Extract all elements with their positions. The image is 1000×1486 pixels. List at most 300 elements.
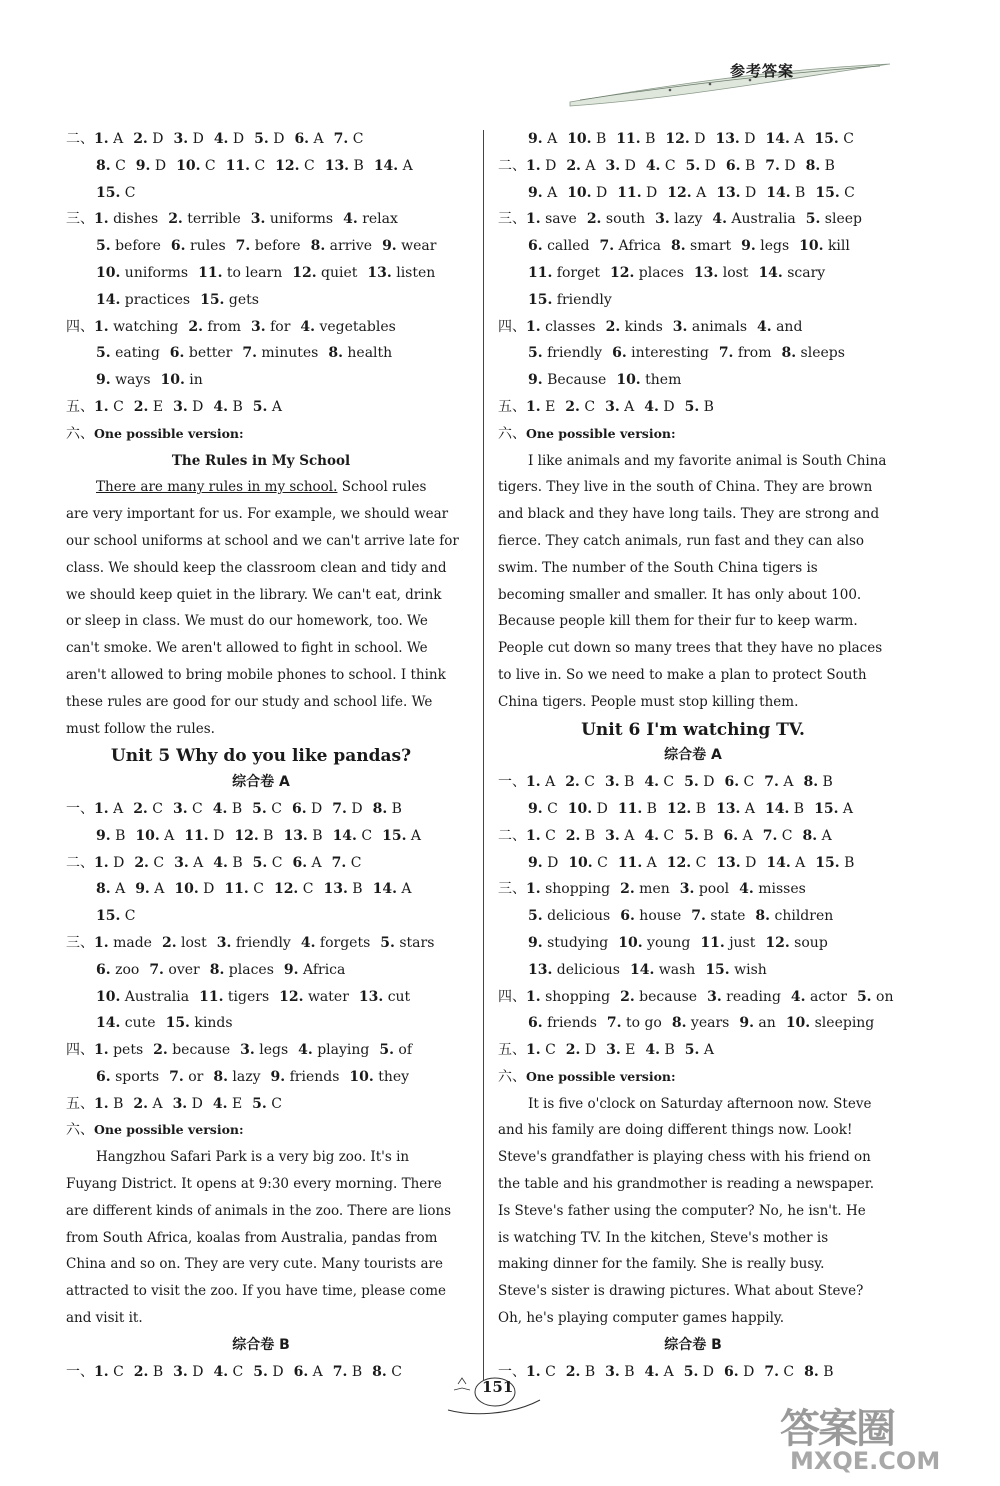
answer-value: C [778, 1363, 795, 1380]
essay-paragraph [66, 1144, 456, 1332]
question-number: 13. [693, 264, 719, 281]
question-number: 7. [149, 961, 164, 978]
page-header [560, 50, 900, 110]
question-number: 2. [133, 1363, 149, 1380]
version-label [66, 421, 456, 448]
answer-value: A [691, 184, 707, 201]
question-number: 3. [172, 1095, 188, 1112]
answer-value: water [303, 988, 349, 1005]
answer-line [498, 260, 888, 287]
answer-value: vegetables [315, 318, 396, 335]
question-number: 1. [526, 774, 541, 791]
answer-value: C [120, 908, 136, 925]
question-number: 13. [715, 131, 740, 147]
question-number: 8. [755, 908, 771, 925]
essay-line [66, 474, 456, 501]
question-number: 12. [279, 988, 304, 1005]
question-number: 13. [324, 157, 350, 174]
question-number: 3. [605, 827, 620, 844]
answer-value: D [738, 1363, 755, 1380]
question-number: 4. [739, 881, 754, 898]
question-number: 3. [606, 1042, 621, 1059]
answer-value: A [817, 827, 832, 844]
essay-text: School rules [337, 479, 427, 496]
answer-value: Australia [726, 211, 796, 228]
question-number: 6. [528, 1015, 543, 1032]
answer-line [66, 126, 456, 153]
answer-value: house [634, 908, 682, 925]
question-number: 5. [685, 157, 701, 174]
question-number: 4. [343, 211, 358, 228]
question-number: 1. [94, 1042, 109, 1059]
question-number: 8. [803, 774, 819, 791]
question-number: 14. [332, 827, 357, 844]
question-number: 1. [526, 827, 541, 844]
essay-text: class. We should keep the classroom clean and tidy and [66, 559, 447, 576]
question-number: 1. [526, 211, 541, 228]
answer-line [66, 903, 456, 930]
question-number: 5. [683, 1363, 699, 1380]
answer-value: C [839, 184, 855, 201]
answer-value: B [839, 854, 855, 871]
section-number: 二、 [498, 157, 526, 174]
answer-value: A [619, 827, 635, 844]
answer-value: cut [383, 988, 411, 1005]
answer-value: shopping [540, 988, 611, 1005]
section-number: 四、 [66, 318, 94, 335]
essay-line [498, 555, 888, 582]
question-number: 13. [716, 800, 741, 817]
answer-value: A [699, 1042, 714, 1059]
question-number: 1. [526, 398, 541, 415]
question-number: 3. [604, 774, 620, 791]
answer-value: in [184, 372, 203, 389]
question-number: 8. [372, 1363, 387, 1380]
essay-line [498, 1198, 888, 1225]
question-number: 2. [620, 881, 635, 898]
answer-value: C [579, 398, 596, 415]
answer-value: lost [718, 264, 749, 281]
version-text: One possible version: [526, 425, 676, 441]
answer-value: C [540, 1042, 556, 1059]
answer-value: actor [805, 988, 847, 1005]
question-number: 6. [169, 345, 185, 362]
answer-value: Africa [298, 961, 346, 978]
question-number: 7. [691, 908, 706, 925]
question-number: 3. [707, 988, 722, 1005]
question-number: 14. [764, 800, 790, 817]
question-number: 3. [240, 1042, 255, 1059]
answer-value: C [200, 157, 216, 174]
essay-text: aren't allowed to bring mobile phones to school. I think [66, 666, 446, 683]
question-number: 11. [616, 131, 641, 147]
answer-value: shopping [540, 881, 611, 898]
question-number: 7. [235, 238, 251, 255]
question-number: 6. [724, 774, 740, 791]
question-number: 5. [253, 1363, 268, 1380]
answer-line [66, 876, 456, 903]
essay-line [66, 555, 456, 582]
question-number: 13. [716, 854, 741, 871]
question-number: 6. [723, 827, 739, 844]
question-number: 5. [528, 908, 543, 925]
answer-value: to go [621, 1015, 662, 1032]
question-number: 5. [252, 1095, 267, 1112]
answer-value: an [753, 1015, 776, 1032]
answer-value: friendly [542, 345, 603, 362]
answer-value: quiet [316, 264, 358, 281]
question-number: 12. [666, 800, 692, 817]
answer-value: uniforms [120, 264, 189, 281]
answer-value: B [227, 800, 243, 817]
question-number: 14. [766, 854, 791, 871]
question-number: 5. [254, 131, 269, 147]
question-number: 3. [173, 131, 189, 147]
question-number: 7. [242, 345, 257, 362]
answer-value: sleep [820, 211, 862, 228]
answer-value: A [406, 827, 422, 844]
essay-paragraph [66, 474, 459, 742]
question-number: 8. [96, 881, 111, 898]
answer-value: made [108, 934, 152, 951]
essay-text: China and so on. They are very cute. Many tourists are [66, 1256, 443, 1273]
answer-line [498, 1010, 888, 1037]
answer-value: A [778, 774, 794, 791]
answer-value: A [308, 1363, 323, 1380]
answer-value: B [818, 774, 833, 791]
answer-line [498, 287, 888, 314]
answer-value: relax [357, 211, 398, 228]
right-column [498, 126, 894, 1385]
question-number: 2. [133, 800, 148, 817]
answer-line [66, 796, 456, 823]
answer-value: B [580, 827, 596, 844]
question-number: 13. [528, 961, 553, 978]
question-number: 10. [96, 264, 121, 281]
section-number: 三、 [66, 934, 94, 951]
question-number: 3. [679, 881, 695, 898]
answer-value: sleeping [810, 1015, 875, 1032]
answer-value: kill [823, 238, 850, 255]
question-number: 6. [96, 1068, 111, 1085]
question-number: 12. [666, 854, 692, 871]
question-number: 3. [655, 211, 670, 228]
essay-text: and his family are doing different things now. Look! [498, 1122, 853, 1139]
question-number: 3. [173, 398, 188, 415]
essay-text: are very important for us. For example, we should wear [66, 506, 449, 523]
test-title: 综合卷 A [232, 774, 290, 791]
question-number: 2. [605, 318, 621, 335]
section-number: 一、 [66, 800, 94, 817]
answer-value: D [267, 1363, 284, 1380]
answer-value: C [356, 827, 373, 844]
question-number: 11. [225, 157, 250, 174]
question-number: 12. [292, 264, 317, 281]
answer-value: places [634, 264, 684, 281]
essay-line [66, 662, 456, 689]
answer-value: C [540, 1363, 556, 1380]
question-number: 8. [372, 800, 388, 817]
answer-value: zoo [110, 961, 140, 978]
answer-value: C [266, 800, 282, 817]
watermark-text: 答案圈 [780, 1406, 894, 1452]
question-number: 6. [294, 131, 310, 147]
essay-text: making dinner for the family. She is really busy. [498, 1256, 825, 1273]
answer-value: B [789, 800, 805, 817]
question-number: 3. [216, 934, 232, 951]
question-number: 10. [135, 827, 160, 844]
watermark [780, 1395, 1000, 1485]
answer-value: D [591, 184, 608, 201]
answer-value: and [771, 318, 803, 335]
question-number: 7. [332, 1363, 348, 1380]
answer-value: legs [755, 238, 790, 255]
question-number: 5. [252, 800, 267, 817]
answer-value: from [202, 318, 242, 335]
answer-value: watching [108, 318, 179, 335]
answer-value: state [705, 908, 746, 925]
answer-value: B [228, 398, 243, 415]
answer-line [498, 206, 888, 233]
question-number: 9. [528, 184, 543, 201]
essay-line [498, 1117, 888, 1144]
question-number: 11. [617, 800, 643, 817]
question-number: 3. [605, 157, 621, 174]
answer-line [66, 180, 456, 207]
answer-value: C [248, 881, 264, 898]
answer-line [498, 850, 888, 877]
unit-title: Unit 5 Why do you like pandas? [110, 746, 412, 767]
question-number: 5. [805, 211, 821, 228]
question-number: 10. [567, 184, 592, 201]
answer-line [66, 153, 456, 180]
essay-line [498, 1144, 888, 1171]
answer-value: friends [542, 1015, 597, 1032]
answer-value: D [306, 800, 323, 817]
question-number: 3. [250, 211, 266, 228]
answer-value: C [348, 131, 364, 147]
answer-value: sleeps [796, 345, 845, 362]
answer-value: they [373, 1068, 410, 1085]
section-number: 三、 [66, 211, 94, 228]
question-number: 14. [629, 961, 655, 978]
question-number: 15. [705, 961, 730, 978]
question-number: 9. [270, 1068, 286, 1085]
question-number: 13. [323, 881, 348, 898]
essay-line [66, 1305, 456, 1332]
answer-value: A [110, 881, 126, 898]
question-number: 1. [94, 398, 109, 415]
answer-value: B [148, 1363, 164, 1380]
answer-value: C [346, 854, 362, 871]
answer-line [498, 957, 888, 984]
essay-line [498, 689, 888, 716]
answer-value: kinds [620, 318, 663, 335]
question-number: 2. [565, 1042, 581, 1059]
question-number: 6. [620, 908, 635, 925]
essay-line [498, 662, 888, 689]
question-number: 5. [684, 774, 699, 791]
essay-text: swim. The number of the South China tigers is [498, 559, 818, 576]
question-number: 8. [805, 157, 821, 174]
answer-value: D [187, 1095, 203, 1112]
page-number: 151 [482, 1378, 514, 1396]
essay-line [66, 1225, 456, 1252]
question-number: 1. [94, 1095, 109, 1112]
answer-line [66, 1091, 456, 1118]
answer-value: for [265, 318, 291, 335]
question-number: 5. [380, 934, 395, 951]
essay-text: I like animals and my favorite animal is South China [528, 452, 887, 469]
question-number: 1. [94, 1363, 109, 1380]
answer-line [498, 314, 888, 341]
answer-value: C [660, 157, 676, 174]
question-number: 4. [757, 318, 772, 335]
answer-value: lazy [227, 1068, 261, 1085]
question-number: 6. [291, 800, 307, 817]
question-number: 5. [252, 398, 268, 415]
answer-value: A [396, 881, 412, 898]
answer-line [66, 206, 456, 233]
answer-line [498, 180, 888, 207]
question-number: 5. [96, 345, 111, 362]
essay-line [498, 1225, 888, 1252]
answer-value: B [387, 800, 402, 817]
question-number: 7. [599, 238, 615, 255]
answer-value: D [187, 1363, 204, 1380]
essay-text: is watching TV. In the kitchen, Steve's mother is [498, 1229, 829, 1246]
answer-value: A [108, 800, 124, 817]
answer-value: B [580, 1363, 596, 1380]
question-number: 11. [184, 827, 209, 844]
question-number: 13. [358, 988, 384, 1005]
answer-value: listen [391, 264, 436, 281]
answer-value: south [601, 211, 646, 228]
answer-value: or [183, 1068, 204, 1085]
question-number: 12. [665, 131, 690, 147]
question-number: 7. [762, 827, 778, 844]
essay-line [66, 528, 459, 555]
answer-value: practices [120, 291, 191, 308]
answer-value: D [198, 881, 215, 898]
section-number: 三、 [498, 211, 526, 228]
question-number: 5. [856, 988, 872, 1005]
question-number: 12. [610, 264, 635, 281]
question-number: 5. [684, 827, 699, 844]
question-number: 2. [161, 934, 177, 951]
question-number: 2. [188, 318, 203, 335]
version-label [498, 1064, 888, 1091]
answer-value: classes [540, 318, 596, 335]
answer-value: C [658, 827, 675, 844]
question-number: 1. [526, 1042, 541, 1059]
answer-value: B [640, 131, 656, 147]
answer-value: C [110, 157, 126, 174]
answer-value: A [108, 131, 124, 147]
question-number: 9. [96, 372, 111, 389]
section-number: 四、 [498, 318, 526, 335]
question-number: 6. [96, 961, 111, 978]
answer-value: because [634, 988, 698, 1005]
section-number: 四、 [498, 988, 526, 1005]
answer-value: health [342, 345, 393, 362]
answer-value: children [770, 908, 834, 925]
answer-value: A [790, 854, 806, 871]
answer-value: C [250, 157, 266, 174]
answer-value: C [187, 800, 203, 817]
question-number: 4. [213, 131, 229, 147]
answer-value: A [188, 854, 204, 871]
answer-value: B [227, 854, 243, 871]
answer-value: called [542, 238, 590, 255]
question-number: 8. [96, 157, 111, 174]
question-number: 15. [814, 800, 839, 817]
question-number: 9. [528, 934, 543, 951]
section-number: 五、 [66, 1095, 94, 1112]
question-number: 6. [724, 1363, 739, 1380]
answer-value: eating [110, 345, 160, 362]
question-number: 2. [565, 1363, 581, 1380]
answer-value: B [790, 184, 806, 201]
question-number: 14. [96, 291, 121, 308]
essay-text: must follow the rules. [66, 720, 215, 737]
question-number: 15. [382, 827, 407, 844]
answer-value: B [347, 881, 363, 898]
answer-value: young [642, 934, 691, 951]
answer-value: animals [687, 318, 747, 335]
answer-value: C [108, 1363, 124, 1380]
answer-value: B [619, 1363, 635, 1380]
question-number: 15. [528, 291, 553, 308]
question-number: 4. [644, 398, 659, 415]
answer-value: C [298, 881, 314, 898]
question-number: 15. [815, 184, 840, 201]
answer-value: D [150, 157, 167, 174]
answer-value: C [148, 854, 165, 871]
question-number: 10. [618, 934, 643, 951]
essay-text: Fuyang District. It opens at 9:30 every morning. There [66, 1176, 442, 1193]
essay-text: Steve's grandfather is playing chess with his friend on [498, 1149, 871, 1166]
unit-title: Unit 6 I'm watching TV. [581, 719, 805, 740]
answer-value: just [724, 934, 756, 951]
answer-line [66, 394, 456, 421]
essay-text: our school uniforms at school and we can't arrive late for [66, 532, 459, 549]
question-number: 1. [526, 988, 541, 1005]
question-number: 3. [605, 398, 620, 415]
answer-value: B [642, 800, 657, 817]
question-number: 1. [526, 157, 541, 174]
answer-value: rules [185, 238, 226, 255]
answer-value: on [871, 988, 894, 1005]
answer-value: terrible [182, 211, 241, 228]
question-number: 8. [670, 238, 686, 255]
answer-value: A [542, 131, 558, 147]
question-number: 11. [528, 264, 553, 281]
answer-value: D [542, 854, 559, 871]
essay-text: Oh, he's playing computer games happily. [498, 1310, 785, 1327]
answer-value: A [309, 131, 324, 147]
question-number: 2. [153, 1042, 168, 1059]
test-title: 综合卷 B [664, 1336, 722, 1353]
answer-value: B [691, 800, 707, 817]
question-number: 1. [94, 854, 109, 871]
essay-line [66, 1278, 456, 1305]
question-number: 7. [333, 131, 349, 147]
answer-value: B [347, 1363, 363, 1380]
answer-line [498, 153, 888, 180]
question-number: 1. [94, 131, 109, 147]
version-text: One possible version: [526, 1068, 676, 1084]
